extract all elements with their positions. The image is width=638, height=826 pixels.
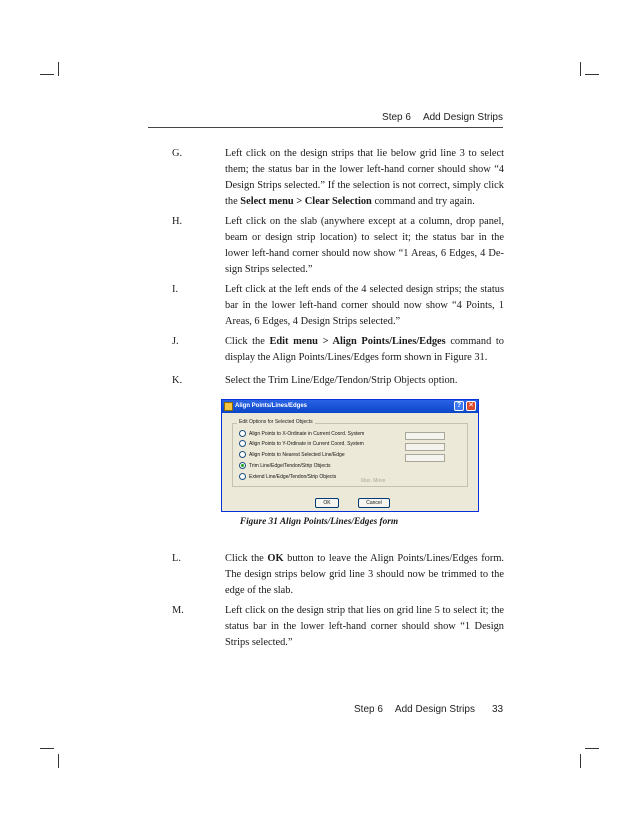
step-g: [172, 146, 504, 210]
step-text: Left click on the design strips that lie below grid line 3 to select them; the status bar in the lower left-hand corner should show “4 Design Strips selected.” If the selection is not correct, simply click the Select menu > Clear Selection command and try again.: [225, 148, 504, 207]
option-align-y[interactable]: Align Points to Y-Ordinate in Current Coord. System: [239, 440, 364, 448]
dialog-titlebar[interactable]: [222, 400, 478, 413]
radio-button-selected[interactable]: [239, 462, 246, 469]
crop-mark: [580, 62, 581, 76]
option-align-nearest[interactable]: Align Points to Nearest Selected Line/Edge: [239, 451, 345, 459]
step-letter: I.: [172, 284, 179, 295]
step-letter: L.: [172, 553, 181, 564]
options-groupbox: [232, 419, 468, 487]
figure-caption: Figure 31 Align Points/Lines/Edges form: [239, 517, 399, 527]
max-move-field[interactable]: [405, 454, 445, 462]
step-text: Click the Edit menu > Align Points/Lines/Edges command to display the Align Points/Lines/Edges form shown in Figure 31.: [225, 336, 504, 363]
help-icon[interactable]: ?: [454, 401, 464, 411]
step-k: [172, 373, 504, 389]
dialog-title: Align Points/Lines/Edges: [235, 403, 308, 409]
running-foot: [354, 704, 475, 715]
step-text: Select the Trim Line/Edge/Tendon/Strip Objects option.: [225, 375, 458, 386]
max-move-label: Max. Move: [361, 478, 386, 484]
ok-button[interactable]: OK: [315, 498, 339, 508]
step-h: [172, 214, 504, 278]
close-icon[interactable]: ✕: [466, 401, 476, 411]
step-letter: G.: [172, 148, 183, 159]
step-letter: H.: [172, 216, 183, 227]
group-label: Edit Options for Selected Objects: [239, 419, 313, 425]
y-ordinate-field[interactable]: [405, 443, 445, 451]
radio-button[interactable]: [239, 440, 246, 447]
step-text: Click the OK button to leave the Align Points/Lines/Edges form. The design strips below grid line 3 should now be trimmed to the edge of the slab.: [225, 553, 504, 596]
crop-mark: [580, 754, 581, 768]
crop-mark: [40, 748, 54, 749]
option-extend[interactable]: Extend Line/Edge/Tendon/Strip Objects: [239, 473, 336, 481]
step-i: [172, 282, 504, 330]
footer-step: Step 6: [354, 704, 383, 715]
radio-button[interactable]: [239, 451, 246, 458]
step-text: Left click on the design strip that lies on grid line 5 to select it; the status bar in the lower left-hand corner should show “1 Design Strips selected.”: [225, 605, 504, 648]
step-letter: J.: [172, 336, 179, 347]
step-text: Left click on the slab (anywhere except at a column, drop panel, beam or design strip location) to select it; the status bar in the lower left-hand corner should now show “1 Areas, 6 Edges, 4 De-sign Strips selected.”: [225, 216, 504, 275]
align-dialog: [221, 399, 479, 512]
cancel-button[interactable]: Cancel: [358, 498, 390, 508]
crop-mark: [58, 754, 59, 768]
header-rule: [148, 127, 503, 128]
crop-mark: [585, 74, 599, 75]
step-letter: K.: [172, 375, 183, 386]
crop-mark: [40, 74, 54, 75]
step-text: Left click at the left ends of the 4 selected design strips; the status bar in the lower left-hand corner should now show “4 Points, 1 Areas, 6 Edges, 4 Design Strips selected.”: [225, 284, 504, 327]
crop-mark: [58, 62, 59, 76]
radio-button[interactable]: [239, 430, 246, 437]
footer-title: Add Design Strips: [394, 704, 475, 715]
option-trim[interactable]: Trim Line/Edge/Tendon/Strip Objects: [239, 462, 331, 470]
radio-button[interactable]: [239, 473, 246, 480]
step-l: [172, 551, 504, 599]
step-j: [172, 334, 504, 366]
running-head-title: Add Design Strips: [422, 112, 503, 123]
page-number: 33: [492, 704, 504, 715]
running-head: [382, 112, 503, 123]
running-head-step: Step 6: [382, 112, 411, 123]
app-icon: [224, 402, 233, 411]
x-ordinate-field[interactable]: [405, 432, 445, 440]
option-align-x[interactable]: Align Points to X-Ordinate in Current Coord. System: [239, 430, 364, 438]
crop-mark: [585, 748, 599, 749]
step-m: [172, 603, 504, 651]
step-letter: M.: [172, 605, 184, 616]
